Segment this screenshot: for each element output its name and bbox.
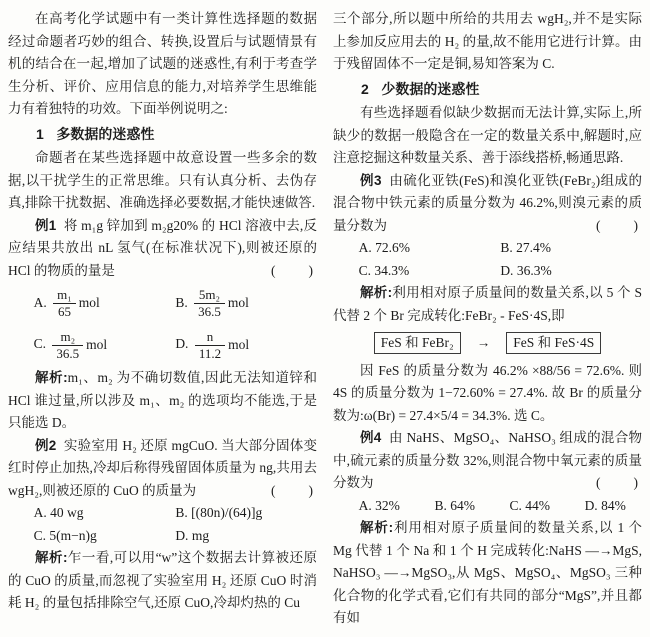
- example-2-label: 例2: [35, 437, 57, 453]
- analysis-label: 解析:: [35, 370, 68, 386]
- continuation-paragraph: 三个部分,所以题中所给的共用去 wgH₂,并不是实际上参加反应用去的 H₂ 的量,故不能用它进行计算。由于残留固体不一定是铜,易知答案为 C.: [333, 11, 642, 71]
- section-heading-1: [8, 123, 317, 146]
- example-4-text: 由 NaHS、MgSO₄、NaHSO₃ 组成的混合物中,硫元素的质量分数 32%,则混合物中氧元素的质量分数为: [333, 430, 642, 490]
- example-3-analysis-cont: 因 FeS 的质量分数为 46.2% ×88/56 = 72.6%. 则 4S 的质量分数为 1−72.60% = 27.4%. 故 Br 的质量分数为:ω(Br) = 27.4×5/4 = 34.3%. 选 C。: [333, 362, 642, 423]
- unit: mol: [228, 336, 250, 352]
- unit: mol: [86, 336, 108, 352]
- example-1-options: [8, 288, 317, 361]
- example-3-options: [333, 237, 642, 282]
- analysis-label: 解析:: [360, 520, 394, 535]
- example-1-analysis: 解析:m₁、m₂ 为不确切数值,因此无法知道锌和 HCl 谁过量,所以涉及 m₁、m₂ 的选项均不能选,于是只能选 D。: [8, 370, 317, 431]
- option-d: D. 84%: [584, 497, 626, 513]
- option-c: C. 5(m−n)g: [33, 527, 97, 543]
- option-c: C. 34.3%: [358, 262, 410, 278]
- option-b: B. 64%: [434, 497, 475, 513]
- example-3-text: 由硫化亚铁(FeS)和溴化亚铁(FeBr₂)组成的混合物中铁元素的质量分数为 46.2%,则溴元素的质量分数为: [333, 172, 642, 233]
- section-number: 2: [361, 80, 369, 97]
- option-b: B. 27.4%: [500, 240, 551, 255]
- section-title: 少数据的迷惑性: [381, 80, 480, 97]
- option-d: D. mg: [175, 527, 210, 543]
- example-4-label: 例4: [360, 430, 382, 445]
- section-title: 多数据的迷惑性: [56, 125, 155, 142]
- right-column: [333, 8, 642, 637]
- example-1-text: 将 m₁g 锌加到 m₂g20% 的 HCl 溶液中去,反应结果共放出 nL 氢气(在标准状况下),则被还原的 HCl 的物质的量是: [8, 217, 317, 278]
- example-3-analysis: 解析:利用相对原子质量间的数量关系,以 5 个 S 代替 2 个 Br 完成转化:FeBr₂ - FeS·4S,即: [333, 285, 643, 323]
- conversion-formula: [333, 332, 642, 355]
- section-number: 1: [36, 125, 44, 142]
- option-b: B. [(80n)/(64)]g: [175, 505, 263, 521]
- option-c: C. 44%: [509, 497, 551, 513]
- fraction: $\frac{\text{m₂}}{36.5}$: [52, 330, 83, 362]
- left-column: [8, 8, 317, 637]
- example-2-analysis: 解析:乍一看,可以用“w”这个数据去计算被还原的 CuO 的质量,而忽视了实验室用 H₂ 还原 CuO 时消耗 H₂ 的量包括排除空气,还原 CuO,冷却灼热的 Cu: [8, 550, 317, 611]
- paragraph: 命题者在某些选择题中故意设置一些多余的数据,以干扰学生的正常思维。只有认真分析、去伪存真,排除干扰数据、准确选择必要数据,才能快速做答.: [8, 150, 317, 210]
- option-a: A. $\frac{\text{m₁}}{65}$ mol: [33, 287, 100, 320]
- right-arrow-icon: →: [476, 335, 491, 350]
- option-a: A. 72.6%: [358, 240, 411, 255]
- answer-bracket: ( ): [271, 262, 315, 278]
- option-c: C. $\frac{\text{m₂}}{36.5}$ mol: [33, 328, 108, 361]
- paragraph: 有些选择题看似缺少数据而无法计算,实际上,所缺少的数据一般隐含在一定的数量关系中,解题时,应注意挖掘这种数量关系、善于添线搭桥,畅通思路.: [333, 105, 642, 165]
- fraction: $\frac{\text{5m₂}}{36.5}$: [194, 288, 225, 320]
- analysis-label: 解析:: [35, 550, 68, 566]
- example-2-question: [8, 435, 317, 503]
- option-a: A. 40 wg: [33, 505, 84, 521]
- example-1-question: [8, 215, 317, 283]
- answer-bracket: ( ): [596, 217, 640, 233]
- option-d: D. 36.3%: [500, 262, 552, 278]
- unit: mol: [227, 294, 249, 310]
- formula-box-left: FeS 和 FeBr₂: [374, 332, 461, 354]
- answer-bracket: ( ): [596, 475, 640, 490]
- formula-box-right: FeS 和 FeS·4S: [506, 332, 601, 354]
- section-heading-2: [333, 78, 642, 101]
- fraction: $\frac{n}{11.2}$: [195, 330, 225, 362]
- example-2-text: 实验室用 H₂ 还原 mgCuO. 当大部分固体变红时停止加热,冷却后称得残留固体质量为 ng,共用去 wgH₂,则被还原的 CuO 的质量为: [8, 437, 317, 498]
- example-1-label: 例1: [35, 217, 57, 233]
- example-3-question: [333, 170, 642, 238]
- example-3-label: 例3: [360, 172, 382, 188]
- option-b: B. $\frac{\text{5m₂}}{36.5}$ mol: [175, 287, 249, 320]
- option-a: A. 32%: [358, 497, 400, 513]
- answer-bracket: ( ): [271, 482, 315, 498]
- example-4-analysis: 解析:利用相对原子质量间的数量关系,以 1 个 Mg 代替 1 个 Na 和 1 个 H 完成转化:NaHS —→MgS, NaHSO₃ —→MgSO₃,从 MgS、MgSO₄、MgSO₃ 三种化合物的化学式看,它们有共同的部分“MgS”,并且都有如: [333, 520, 643, 625]
- example-2-options: [8, 502, 317, 547]
- fraction: $\frac{\text{m₁}}{65}$: [53, 288, 76, 320]
- example-4-options: [333, 495, 642, 518]
- option-d: D. $\frac{n}{11.2}$ mol: [175, 328, 250, 361]
- intro-paragraph: 在高考化学试题中有一类计算性选择题的数据经过命题者巧妙的组合、转换,设置后与试题情景有机的结合在一起,增加了试题的迷惑性,有利于考查学生分析、评价、应用信息的能力,对培养学生思维能力有着独特的功效。下面举例说明之:: [8, 11, 317, 116]
- example-4-question: [333, 427, 642, 495]
- unit: mol: [78, 294, 100, 310]
- analysis-label: 解析:: [360, 285, 393, 300]
